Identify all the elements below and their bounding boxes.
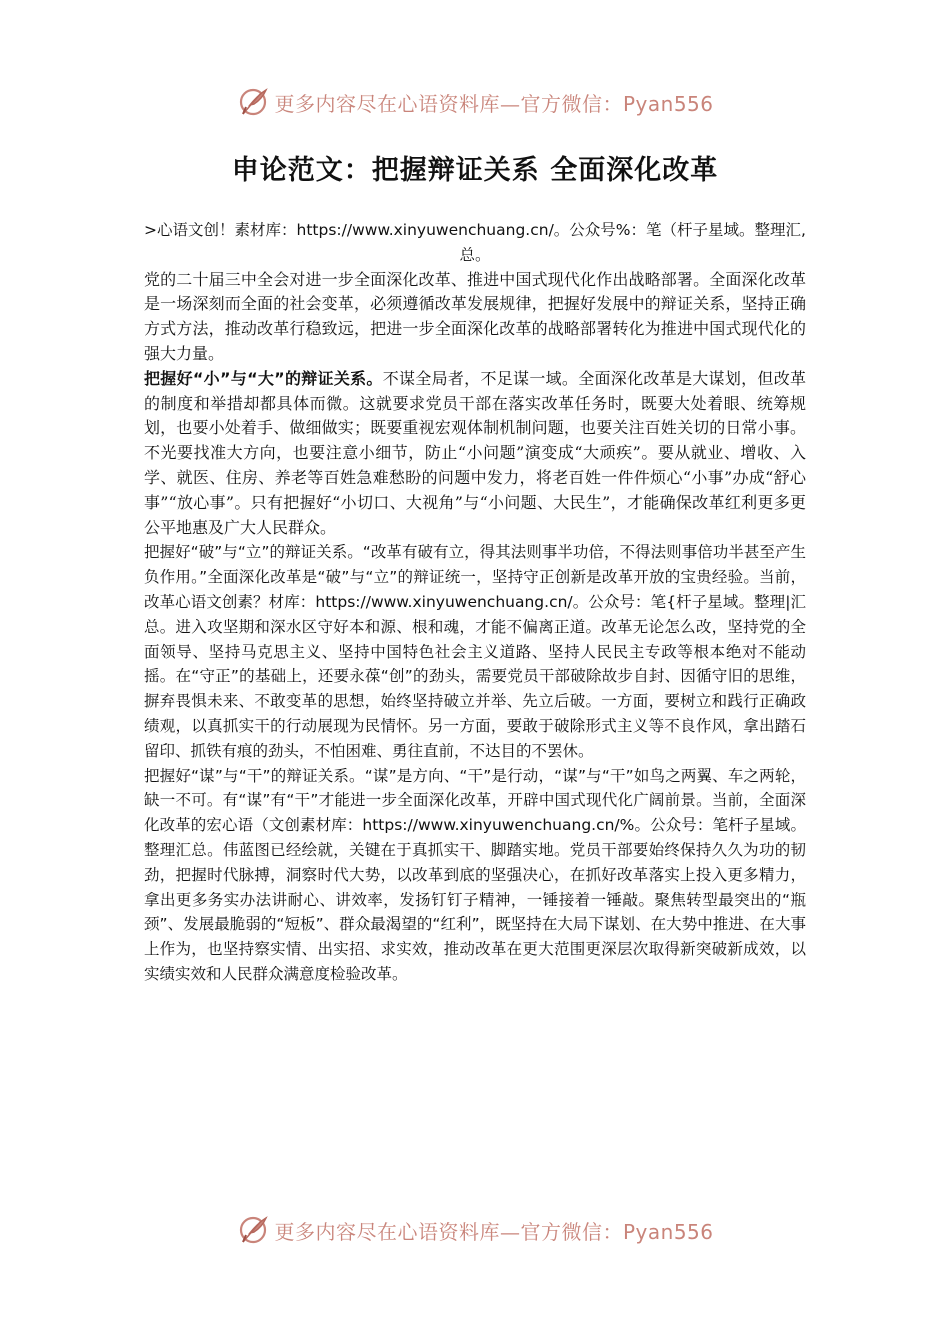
paragraph-small-big: 把握好“小”与“大”的辩证关系。不谋全局者，不足谋一域。全面深化改革是大谋划，但改革的制度和举措却都具体而微。这就要求党员干部在落实改革任务时，既要大处着眼、统筹规划，也要小处着手、做细做实；既要重视宏观体制机制问题，也要关注百姓关切的日常小事。不光要找准大方向，也要注意小细节，防止“小问题”演变成“大顽疾”。要从就业、增收、入学、就医、住房、养老等百姓急难愁盼的问题中发力，将老百姓一件件烦心“小事”办成“舒心事”“放心事”。只有把握好“小切口、大视角”与“小问题、大民生”，才能确保改革红利更多更公平地惠及广大人民群众。 [144, 368, 806, 537]
watermark-banner-top [0, 82, 950, 122]
paragraph-intro: 党的二十届三中全会对进一步全面深化改革、推进中国式现代化作出战略部署。全面深化改革是一场深刻而全面的社会变革，必须遵循改革发展规律，把握好发展中的辩证关系，坚持正确方式方法，推动改革行稳致远，把进一步全面深化改革的战略部署转化为推进中国式现代化的强大力量。 [144, 269, 806, 363]
feather-circle-logo-icon [236, 1213, 270, 1247]
watermark-text: 更多内容尽在心语资料库—官方微信：Pyan556 [274, 1219, 714, 1244]
page-title: 申论范文：把握辩证关系 全面深化改革 [231, 155, 719, 186]
watermark-wechat: Pyan556 [622, 1219, 714, 1244]
article-body [144, 218, 806, 987]
watermark-wechat: Pyan556 [622, 91, 714, 116]
feather-circle-logo-icon [236, 85, 270, 119]
paragraph-break-build: 把握好“破”与“立”的辩证关系。“改革有破有立，得其法则事半功倍，不得法则事倍功半甚至产生负作用。”全面深化改革是“破”与“立”的辩证统一，坚持守正创新是改革开放的宝贵经验。当前，改革心语文创素？材库：https://www.xinyuwenchuang.cn/。公众号：笔{杆子星域。整理|汇总。进入攻坚期和深水区守好本和源、根和魂，才能不偏离正道。改革无论怎么改，坚持党的全面领导、坚持马克思主义、坚持中国特色社会主义道路、坚持人民民主专政等根本绝对不能动摇。在“守正”的基础上，还要永葆“创”的劲头，需要党员干部破除故步自封、因循守旧的思维，摒弃畏惧未来、不敢变革的思想，始终坚持破立并举、先立后破。一方面，要树立和践行正确政绩观，以真抓实干的行动展现为民情怀。另一方面，要敢于破除形式主义等不良作风，拿出踏石留印、抓铁有痕的劲头，不怕困难、勇往直前，不达目的不罢休。 [144, 543, 806, 760]
paragraph-plan-act: 把握好“谋”与“干”的辩证关系。“谋”是方向、“干”是行动，“谋”与“干”如鸟之两翼、车之两轮，缺一不可。有“谋”有“干”才能进一步全面深化改革，开辟中国式现代化广阔前景。当前，全面深化改革的宏心语（文创素材库：https://www.xinyuwenchuang.cn/%。公众号：笔杆子星域。整理汇总。伟蓝图已经绘就，关键在于真抓实干、脚踏实地。党员干部要始终保持久久为功的韧劲，把握时代脉搏，洞察时代大势，以改革到底的坚强决心，在抓好改革落实上投入更多精力，拿出更多务实办法讲耐心、讲效率，发扬钉钉子精神，一锤接着一锤敲。聚焦转型最突出的“瓶颈”、发展最脆弱的“短板”、群众最渴望的“红利”，既坚持在大局下谋划、在大势中推进、在大事上作为，也坚持察实情、出实招、求实效，推动改革在更大范围更深层次取得新突破新成效，以实绩实效和人民群众满意度检验改革。 [144, 766, 806, 983]
paragraph-lead: 把握好“小”与“大”的辩证关系。 [144, 368, 383, 388]
watermark-banner-bottom [0, 1210, 950, 1250]
watermark-text: 更多内容尽在心语资料库—官方微信：Pyan556 [274, 91, 714, 116]
subtitle-source-line: >心语文创！素材库：https://www.xinyuwenchuang.cn/。公众号%：笔（杆子星域。整理汇,总。 [144, 221, 806, 264]
